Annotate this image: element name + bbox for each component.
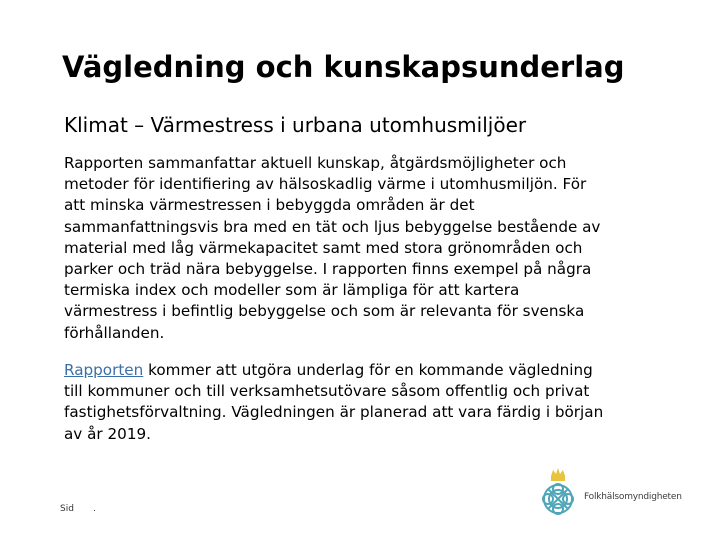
paragraph-line: förhållanden. (64, 323, 165, 342)
slide-label: Sid (60, 504, 74, 514)
slide-number: . (93, 504, 96, 514)
crown-icon (551, 468, 565, 481)
knot-icon (543, 484, 573, 514)
paragraph-line (64, 360, 644, 381)
paragraph-summary (64, 153, 644, 344)
page-title: Vägledning och kunskapsunderlag (62, 50, 625, 84)
paragraph-line: Rapporten sammanfattar aktuell kunskap, åtgärdsmöjligheter och (64, 154, 567, 172)
paragraph-line: till kommuner och till verksamhetsutövare såsom offentlig och privat (64, 382, 590, 401)
paragraph-line: av år 2019. (64, 424, 151, 443)
page-subtitle: Klimat – Värmestress i urbana utomhusmiljöer (64, 113, 527, 137)
paragraph-line: termiska index och modeller som är lämpliga för att kartera (64, 281, 520, 300)
paragraph-line: värmestress i befintlig bebyggelse och som är relevanta för svenska (64, 302, 585, 321)
logo-text: Folkhälsomyndigheten (584, 492, 682, 502)
paragraph-line: metoder för identifiering av hälsoskadlig värme i utomhusmiljön. För (64, 175, 587, 194)
paragraph-line: att minska värmestressen i bebyggda områden är det (64, 196, 475, 215)
report-link[interactable]: Rapporten (64, 361, 144, 379)
paragraph-line: sammanfattningsvis bra med en tät och ljus bebyggelse bestående av (64, 217, 601, 236)
paragraph-line: material med låg värmekapacitet samt med stora grönområden och (64, 238, 583, 257)
paragraph-line: fastighetsförvaltning. Vägledningen är planerad att vara färdig i början (64, 403, 604, 422)
paragraph-text: kommer att utgöra underlag för en kommande vägledning (143, 361, 593, 379)
paragraph-guidance (64, 360, 644, 445)
paragraph-line: parker och träd nära bebyggelse. I rapporten finns exempel på några (64, 260, 592, 279)
